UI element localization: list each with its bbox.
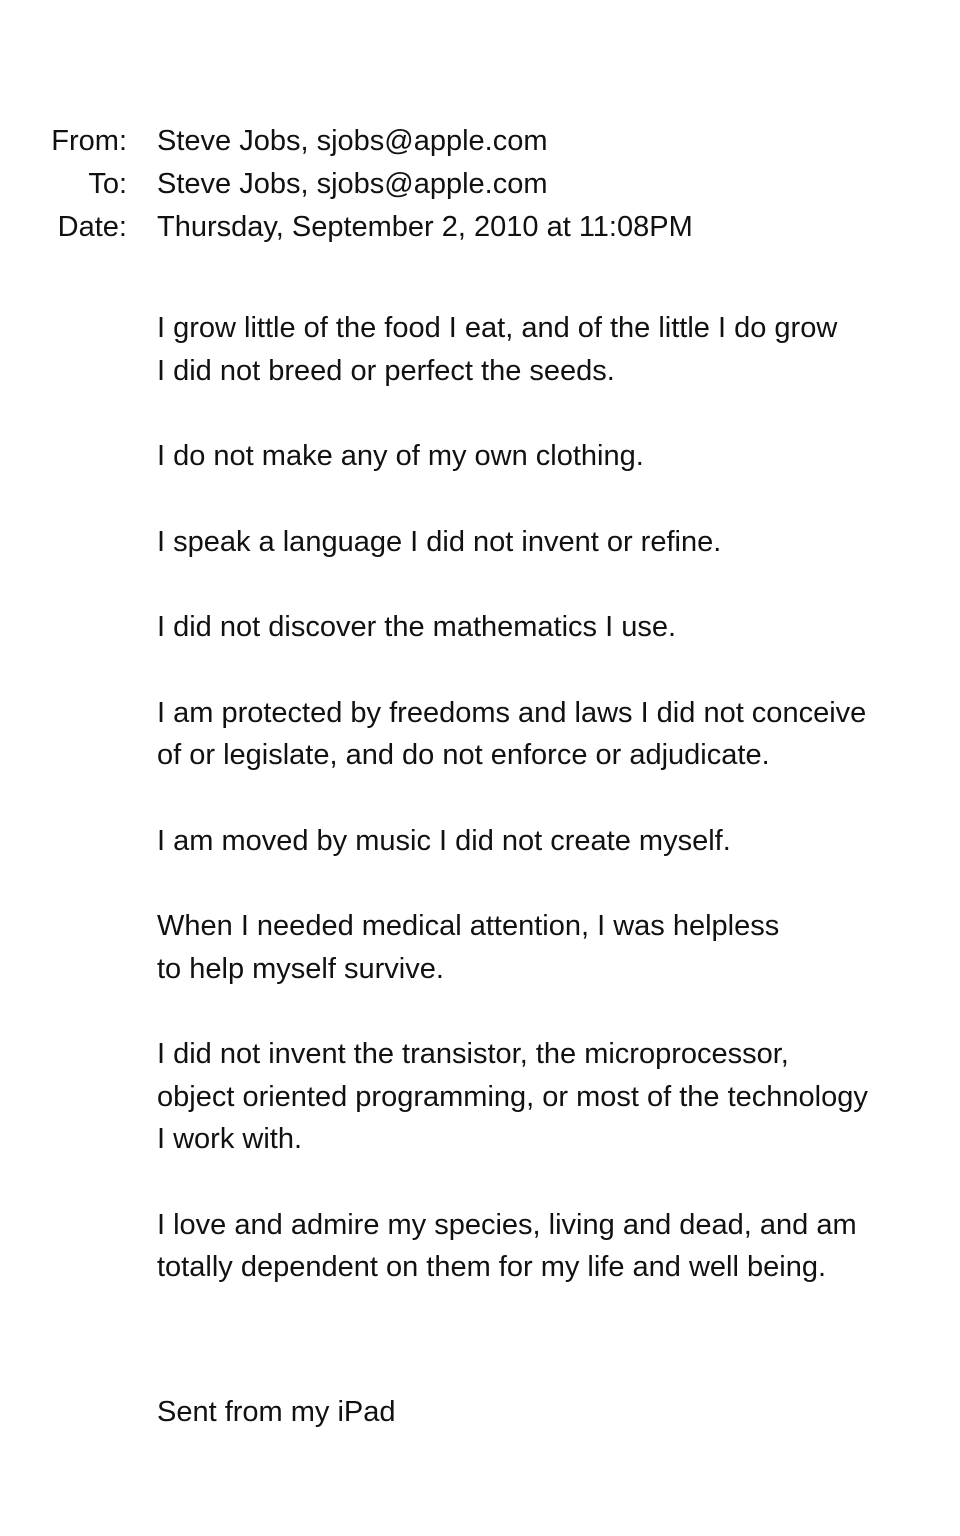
body-line: object oriented programming, or most of the technology (157, 1080, 868, 1113)
body-line: I am moved by music I did not create myself. (157, 824, 731, 857)
to-value: Steve Jobs, sjobs@apple.com (157, 168, 548, 200)
body-line: I grow little of the food I eat, and of the little I do grow (157, 312, 838, 344)
email-header (0, 120, 960, 249)
date-row (0, 206, 960, 249)
body-paragraph (157, 1033, 937, 1161)
body-paragraph (157, 606, 937, 649)
email-body (157, 307, 937, 1332)
from-row (0, 120, 960, 163)
email-signature: Sent from my iPad (157, 1396, 396, 1428)
body-line: of or legislate, and do not enforce or adjudicate. (157, 739, 770, 771)
body-paragraph (157, 820, 937, 863)
body-paragraph (157, 692, 937, 777)
to-row (0, 163, 960, 206)
body-paragraph (157, 307, 937, 392)
body-paragraph (157, 435, 937, 478)
body-line: When I needed medical attention, I was helpless (157, 910, 780, 942)
to-label: To: (88, 168, 127, 200)
body-line: I did not discover the mathematics I use. (157, 611, 677, 643)
body-line: totally dependent on them for my life and well being. (157, 1251, 827, 1283)
body-line: I work with. (157, 1123, 303, 1155)
body-line: I did not breed or perfect the seeds. (157, 354, 615, 387)
body-line: I do not make any of my own clothing. (157, 440, 644, 472)
body-paragraph (157, 521, 937, 564)
body-paragraph (157, 905, 937, 990)
body-paragraph (157, 1204, 937, 1289)
from-label: From: (51, 125, 127, 157)
date-label: Date: (57, 211, 127, 243)
from-value: Steve Jobs, sjobs@apple.com (157, 125, 548, 157)
body-line: I am protected by freedoms and laws I did not conceive (157, 696, 867, 729)
date-value: Thursday, September 2, 2010 at 11:08PM (157, 211, 693, 243)
body-line: I speak a language I did not invent or refine. (157, 525, 722, 558)
body-line: to help myself survive. (157, 952, 444, 985)
body-line: I did not invent the transistor, the microprocessor, (157, 1038, 789, 1070)
body-line: I love and admire my species, living and dead, and am (157, 1208, 857, 1241)
